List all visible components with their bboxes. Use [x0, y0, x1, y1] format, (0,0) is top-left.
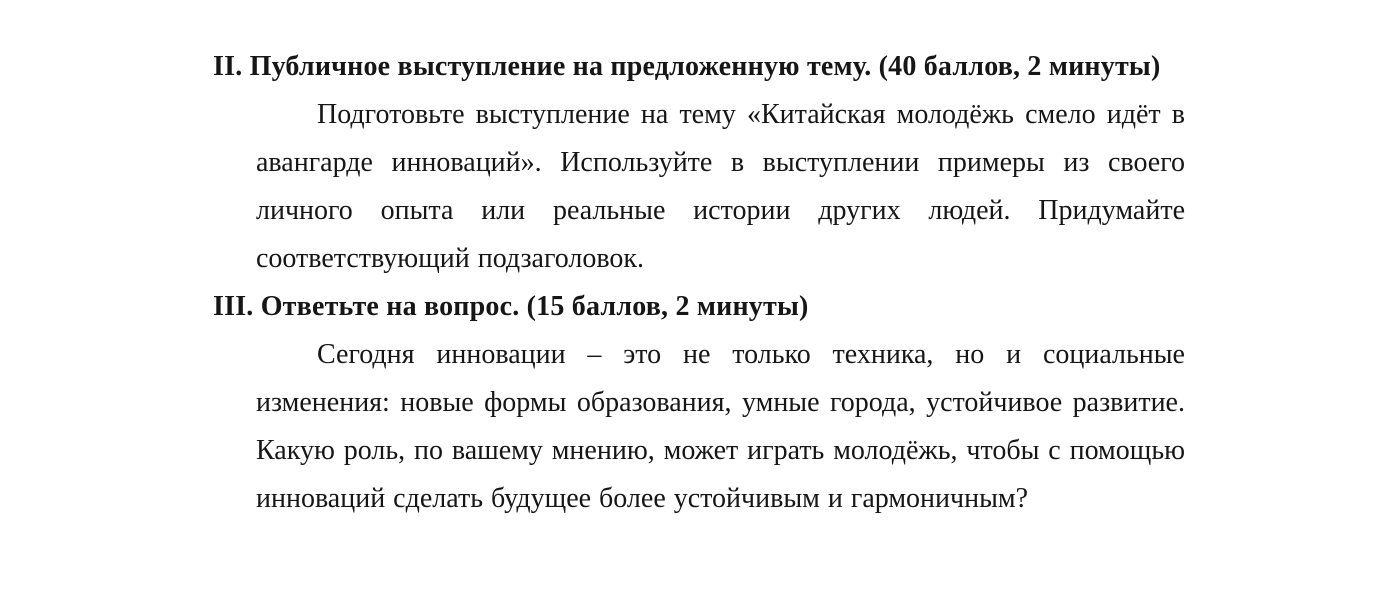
paragraph-line: личного опыта или реальные истории других людей. Придумайте: [256, 195, 1185, 226]
section-heading-2: II. Публичное выступление на предложенную тему. (40 баллов, 2 минуты): [213, 51, 1161, 82]
task-3-paragraph: [256, 331, 1185, 523]
paragraph-line: соответствующий подзаголовок.: [256, 243, 645, 274]
paragraph-line: Подготовьте выступление на тему «Китайская молодёжь смело идёт в: [317, 99, 1185, 130]
paragraph-line: Сегодня инновации – это не только техника, но и социальные: [317, 339, 1185, 370]
paragraph-line: авангарде инноваций». Используйте в выступлении примеры из своего: [256, 147, 1185, 178]
paragraph-line: Какую роль, по вашему мнению, может играть молодёжь, чтобы с помощью: [256, 435, 1185, 466]
section-heading-3: III. Ответьте на вопрос. (15 баллов, 2 минуты): [213, 291, 809, 322]
paragraph-line: изменения: новые формы образования, умные города, устойчивое развитие.: [256, 387, 1185, 418]
text-block: [213, 43, 1185, 523]
paragraph-line: инноваций сделать будущее более устойчивым и гармоничным?: [256, 483, 1029, 514]
task-2-paragraph: [256, 91, 1185, 283]
